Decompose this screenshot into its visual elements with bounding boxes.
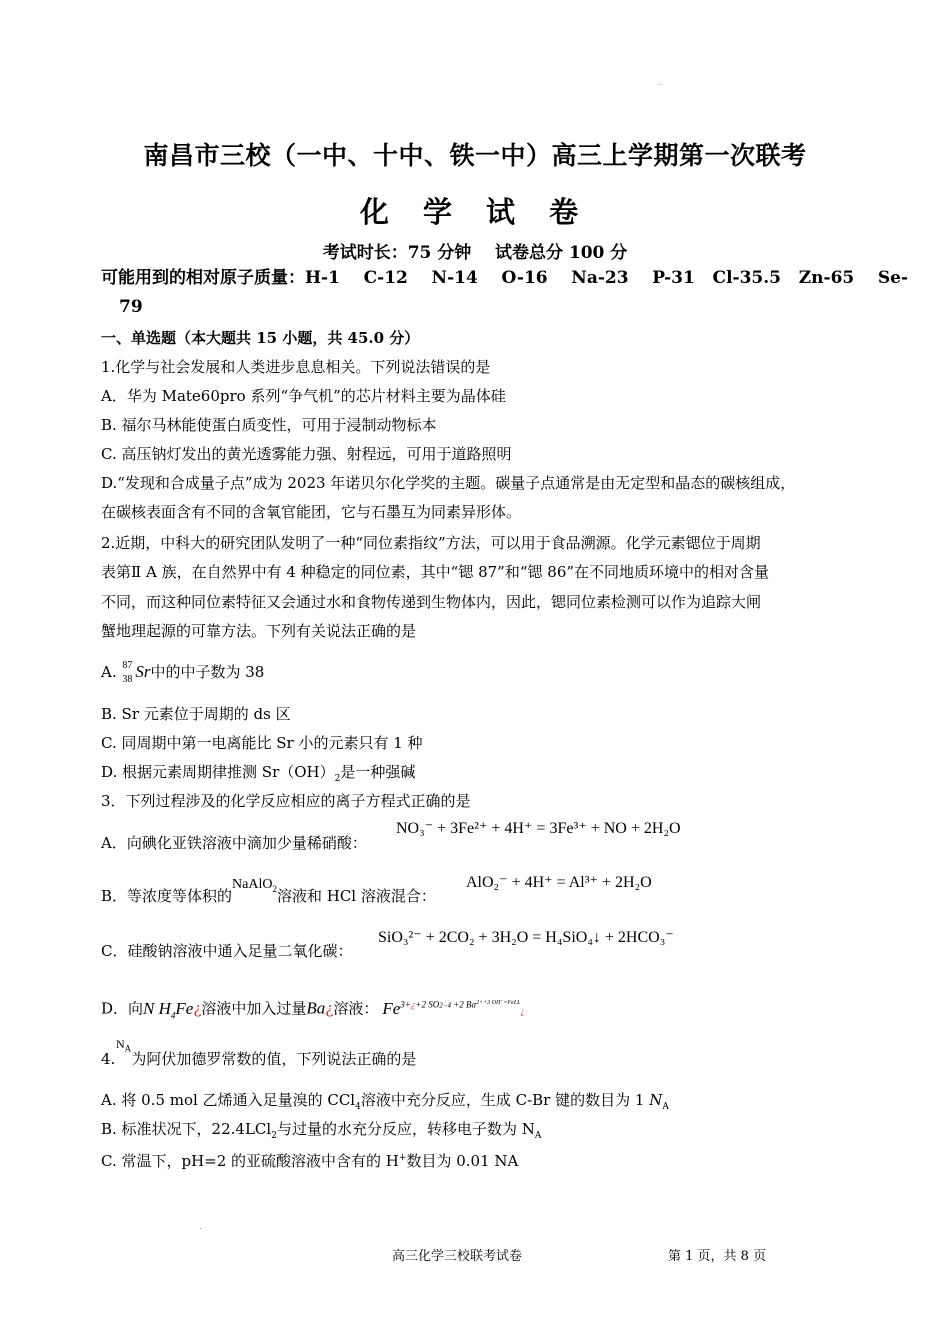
ba-formula: Ba: [306, 998, 326, 1018]
q3-d-text2: 溶液中加入过量: [201, 999, 307, 1018]
q3-option-c: C．硅酸钠溶液中通入足量二氧化碳：: [101, 942, 353, 960]
atomic-masses-cont: 79: [119, 297, 143, 317]
q4-option-b: [101, 1119, 541, 1146]
q2-a-suffix: 中的中子数为 38: [150, 663, 265, 681]
equation-c: SiO₃²⁻ + 2CO₂ + 3H₂O = H₄SiO₄↓ + 2HCO₃⁻: [378, 929, 674, 946]
q2-option-a: [101, 660, 265, 685]
q3-stem: 3．下列过程涉及的化学反应相应的离子方程式正确的是: [101, 792, 471, 810]
nuclide-notation: [121, 660, 135, 685]
atomic-masses: 可能用到的相对原子质量：H-1 C-12 N-14 O-16 Na-23 P-31 Cl-35.5 Zn-65 Se-: [101, 268, 909, 288]
q4-a-na: N: [649, 1091, 663, 1109]
q2-option-b: B. Sr 元素位于周期的 ds 区: [101, 705, 291, 723]
q3-d-text3: 溶液：: [333, 999, 379, 1018]
broken-glyph-2: ¿: [325, 999, 334, 1018]
sr-symbol: Sr: [135, 662, 151, 681]
naalo2-sub: 2: [272, 883, 277, 894]
q2-a-prefix: A.: [101, 663, 122, 681]
q4-b-na-sub: A: [534, 1131, 542, 1141]
q1-stem: 1.化学与社会发展和人类进步息息相关。下列说法错误的是: [101, 358, 491, 376]
q4-option-c: [101, 1148, 518, 1171]
q4-option-a: [101, 1090, 669, 1117]
exam-title: 南昌市三校（一中、十中、铁一中）高三上学期第一次联考: [143, 141, 807, 170]
broken-glyph-3: ¿: [410, 999, 416, 1009]
q4-c-suffix: 数目为 0.01 NA: [406, 1152, 519, 1170]
q2-d-prefix: D. 根据元素周期律推测 Sr（OH）: [101, 763, 335, 781]
fe-charge: 3+: [400, 999, 411, 1009]
q4-number: 4.: [101, 1050, 116, 1068]
q2-d-suffix: 是一种强碱: [340, 763, 416, 781]
equation-tail: 2++3 OH⁻=FeLL: [476, 1000, 521, 1006]
q2-option-c: C. 同周期中第一电离能比 Sr 小的元素只有 1 种: [101, 734, 423, 752]
naalo2-formula: [232, 877, 277, 892]
nh4fe-formula: [143, 998, 194, 1021]
q3-d-text1: D．向: [101, 999, 144, 1018]
section-heading: 一、单选题（本大题共 15 小题，共 45.0 分）: [101, 329, 420, 347]
q4-c-prefix: C. 常温下，pH=2 的亚硫酸溶液中含有的 H: [101, 1152, 399, 1170]
naalo2-text: NaAlO: [232, 877, 273, 892]
q4-b-prefix: B. 标准状况下，22.4LCl: [101, 1120, 272, 1138]
q4-a-prefix: A. 将 0.5 mol 乙烯通入足量溴的 CCl: [101, 1091, 356, 1109]
q2-option-d: [101, 762, 415, 789]
q2-stem-4: 蟹地理起源的可靠方法。下列有关说法正确的是: [101, 622, 417, 640]
exam-info: 考试时长：75 分钟 试卷总分 100 分: [322, 243, 628, 263]
q1-option-d-cont: 在碳核表面含有不同的含氧官能团，它与石墨互为同素异形体。: [101, 503, 522, 521]
subject-title: 化 学 试 卷: [359, 195, 591, 229]
q4-b-sub: 2: [271, 1131, 277, 1141]
q4-a-sub: 4: [355, 1102, 361, 1112]
q1-option-d: D.“发现和合成量子点”成为 2023 年诺贝尔化学奖的主题。碳量子点通常是由无定型和晶态的碳核组成，: [101, 474, 796, 492]
q4-b-suffix: 与过量的水充分反应，转移电子数为 N: [276, 1120, 535, 1138]
equation-a: NO₃⁻ + 3Fe²⁺ + 4H⁺ = 3Fe³⁺ + NO + 2H₂O: [396, 820, 681, 837]
ba-ion: +2 Ba: [450, 999, 477, 1009]
so4-text: +2 SO: [415, 999, 440, 1009]
q4-stem: [101, 1049, 416, 1069]
so4-sub: 4: [447, 1001, 451, 1009]
fe-text: Fe: [175, 998, 194, 1018]
equation-b: AlO₂⁻ + 4H⁺ = Al³⁺ + 2H₂O: [466, 874, 652, 891]
q1-option-b: B. 福尔马林能使蛋白质变性，可用于浸制动物标本: [101, 416, 437, 434]
fe-ion: Fe: [382, 998, 401, 1018]
q4-a-na-sub: A: [662, 1102, 669, 1112]
q4-stem-text: 为阿伏加德罗常数的值，下列说法正确的是: [131, 1050, 417, 1068]
q1-option-c: C. 高压钠灯发出的黄光透雾能力强、射程远，可用于道路照明: [101, 445, 512, 463]
q3-b-text2: 溶液和 HCl 溶液混合：: [276, 887, 436, 905]
na-n: N: [116, 1037, 125, 1051]
q2-stem-2: 表第Ⅱ A 族，在自然界中有 4 种稳定的同位素，其中“锶 87”和“锶 86”在不同地质环境中的相对含量: [101, 563, 770, 581]
q3-option-b: [101, 877, 436, 912]
atomic-number: 38: [122, 674, 133, 685]
so4-charge: 2−: [439, 1001, 448, 1009]
page-number: 第 1 页，共 8 页: [668, 1249, 767, 1264]
q3-b-text1: B．等浓度等体积的: [101, 887, 233, 905]
na-a: A: [124, 1043, 132, 1054]
scan-dot-2: [200, 1228, 201, 1229]
q3-option-a: A．向碘化亚铁溶液中滴加少量稀硝酸：: [101, 834, 367, 852]
q4-c-sup: +: [398, 1153, 407, 1163]
q4-a-suffix: 溶液中充分反应，生成 C-Br 键的数目为 1: [360, 1091, 650, 1109]
q2-d-sub: 2: [334, 774, 341, 784]
broken-glyph: ¿: [193, 999, 202, 1018]
q2-stem-1: 2.近期，中科大的研究团队发明了一种“同位素指纹”方法，可以用于食品溯源。化学元素锶位于周期: [101, 534, 761, 552]
mass-number: 87: [122, 660, 133, 671]
q1-option-a: A．华为 Mate60pro 系列“争气机”的芯片材料主要为晶体硅: [101, 387, 506, 405]
q2-stem-3: 不同，而这种同位素特征又会通过水和食物传递到生物体内，因此，锶同位素检测可以作为追踪大闸: [101, 593, 762, 611]
nh4-text: N H: [143, 998, 171, 1018]
q3-option-d: [101, 994, 525, 1025]
broken-glyph-4: ¿: [520, 1006, 525, 1016]
scan-dot: [660, 84, 661, 85]
q3-d-equation: [382, 999, 524, 1018]
nh4-sub: 4: [170, 1010, 176, 1021]
footer-title: 高三化学三校联考试卷: [392, 1249, 523, 1264]
